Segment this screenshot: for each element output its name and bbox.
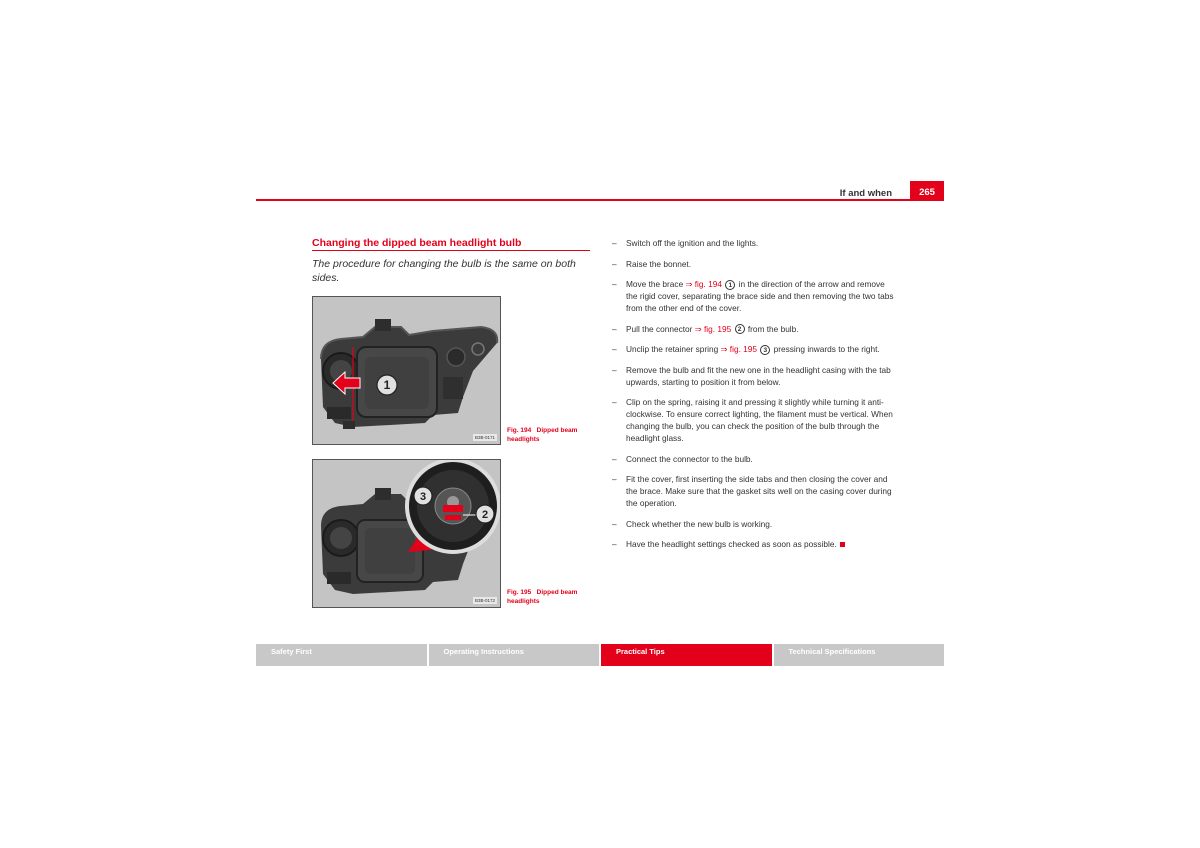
callout-number: 2	[735, 324, 745, 334]
dash: –	[612, 518, 617, 529]
step-text: Connect the connector to the bulb.	[626, 453, 753, 464]
figure-194-caption	[507, 427, 587, 444]
figure-195-caption	[507, 589, 587, 606]
dash: –	[612, 453, 617, 464]
step-text-post: pressing inwards to the right.	[771, 344, 880, 354]
figure-reference-link[interactable]: ⇒ fig. 195	[694, 323, 732, 334]
footer-tab-bar	[256, 644, 944, 666]
step-text: Check whether the new bulb is working.	[626, 518, 773, 529]
dash: –	[612, 258, 617, 269]
chapter-title: If and when	[839, 188, 892, 199]
tab-safety-first[interactable]: Safety First	[256, 644, 427, 666]
end-of-section-marker-icon	[840, 542, 845, 547]
tab-technical-specifications[interactable]: Technical Specifications	[774, 644, 945, 666]
dash: –	[612, 474, 617, 484]
caption-label: Fig. 194	[507, 427, 532, 434]
list-item	[612, 396, 894, 444]
dash: –	[612, 539, 617, 549]
step-text: Raise the bonnet.	[626, 258, 692, 269]
dash: –	[612, 238, 617, 248]
step-text-post: from the bulb.	[745, 323, 799, 334]
section-title: Changing the dipped beam headlight bulb	[312, 237, 522, 249]
section-intro: The procedure for changing the bulb is the same on both sides.	[312, 258, 576, 284]
dash: –	[612, 323, 617, 334]
list-item	[612, 538, 894, 550]
instruction-steps	[612, 237, 894, 559]
step-text: Switch off the ignition and the lights.	[626, 238, 759, 248]
list-item	[612, 364, 894, 388]
caption-text: Dipped beam headlights	[507, 589, 578, 605]
figure-code: B3B-0172	[474, 598, 495, 603]
step-text-post: in the direction of the arrow and remove the rigid cover, separating the brace side and then removing the two tabs from the other end of the cover.	[626, 279, 894, 313]
caption-text: Dipped beam headlights	[507, 427, 578, 443]
list-item	[612, 278, 894, 314]
figure-195	[312, 459, 501, 608]
callout-2: 2	[481, 509, 489, 521]
page-number: 265	[910, 181, 944, 200]
list-item	[612, 237, 894, 249]
dash: –	[612, 279, 617, 289]
header-rule	[256, 199, 944, 201]
dash: –	[612, 364, 617, 375]
tab-practical-tips[interactable]: Practical Tips	[601, 644, 772, 666]
step-text-pre: Pull the connector	[626, 323, 695, 334]
figure-reference-link[interactable]: ⇒ fig. 195	[720, 344, 758, 354]
callout-3: 3	[419, 491, 427, 503]
step-text: Clip on the spring, raising it and pressing it slightly while turning it anti-clockwise. To ensure correct lighting, the filament must be vertical. When changing the bulb, you can check the position of the bulb through the headlight glass.	[626, 397, 893, 443]
caption-label: Fig. 195	[507, 589, 532, 596]
step-text: Remove the bulb and fit the new one in the headlight casing with the tab upwards, starting to position it from below.	[626, 364, 891, 387]
dash: –	[612, 344, 617, 354]
list-item	[612, 323, 894, 335]
figure-code: B3B-0171	[474, 435, 495, 440]
callout-1: 1	[383, 378, 391, 392]
dash: –	[612, 397, 617, 407]
list-item	[612, 343, 894, 355]
list-item	[612, 453, 894, 465]
step-text-pre: Unclip the retainer spring	[626, 344, 721, 354]
headlight-illustration-195	[313, 460, 500, 607]
step-text-pre: Move the brace	[626, 279, 686, 289]
step-text: Have the headlight settings checked as soon as possible.	[626, 539, 837, 549]
figure-194	[312, 296, 501, 445]
list-item	[612, 258, 894, 270]
callout-number: 1	[725, 280, 735, 290]
section-title-rule	[312, 250, 590, 251]
figure-reference-link[interactable]: ⇒ fig. 194	[685, 279, 722, 289]
list-item	[612, 473, 894, 509]
list-item	[612, 518, 894, 530]
callout-number: 3	[760, 345, 770, 355]
step-text: Fit the cover, first inserting the side tabs and then closing the cover and the brace. Make sure that the gasket sits well on the casing cover during the operation.	[626, 474, 892, 508]
headlight-illustration-194	[313, 297, 500, 444]
tab-operating-instructions[interactable]: Operating Instructions	[429, 644, 600, 666]
